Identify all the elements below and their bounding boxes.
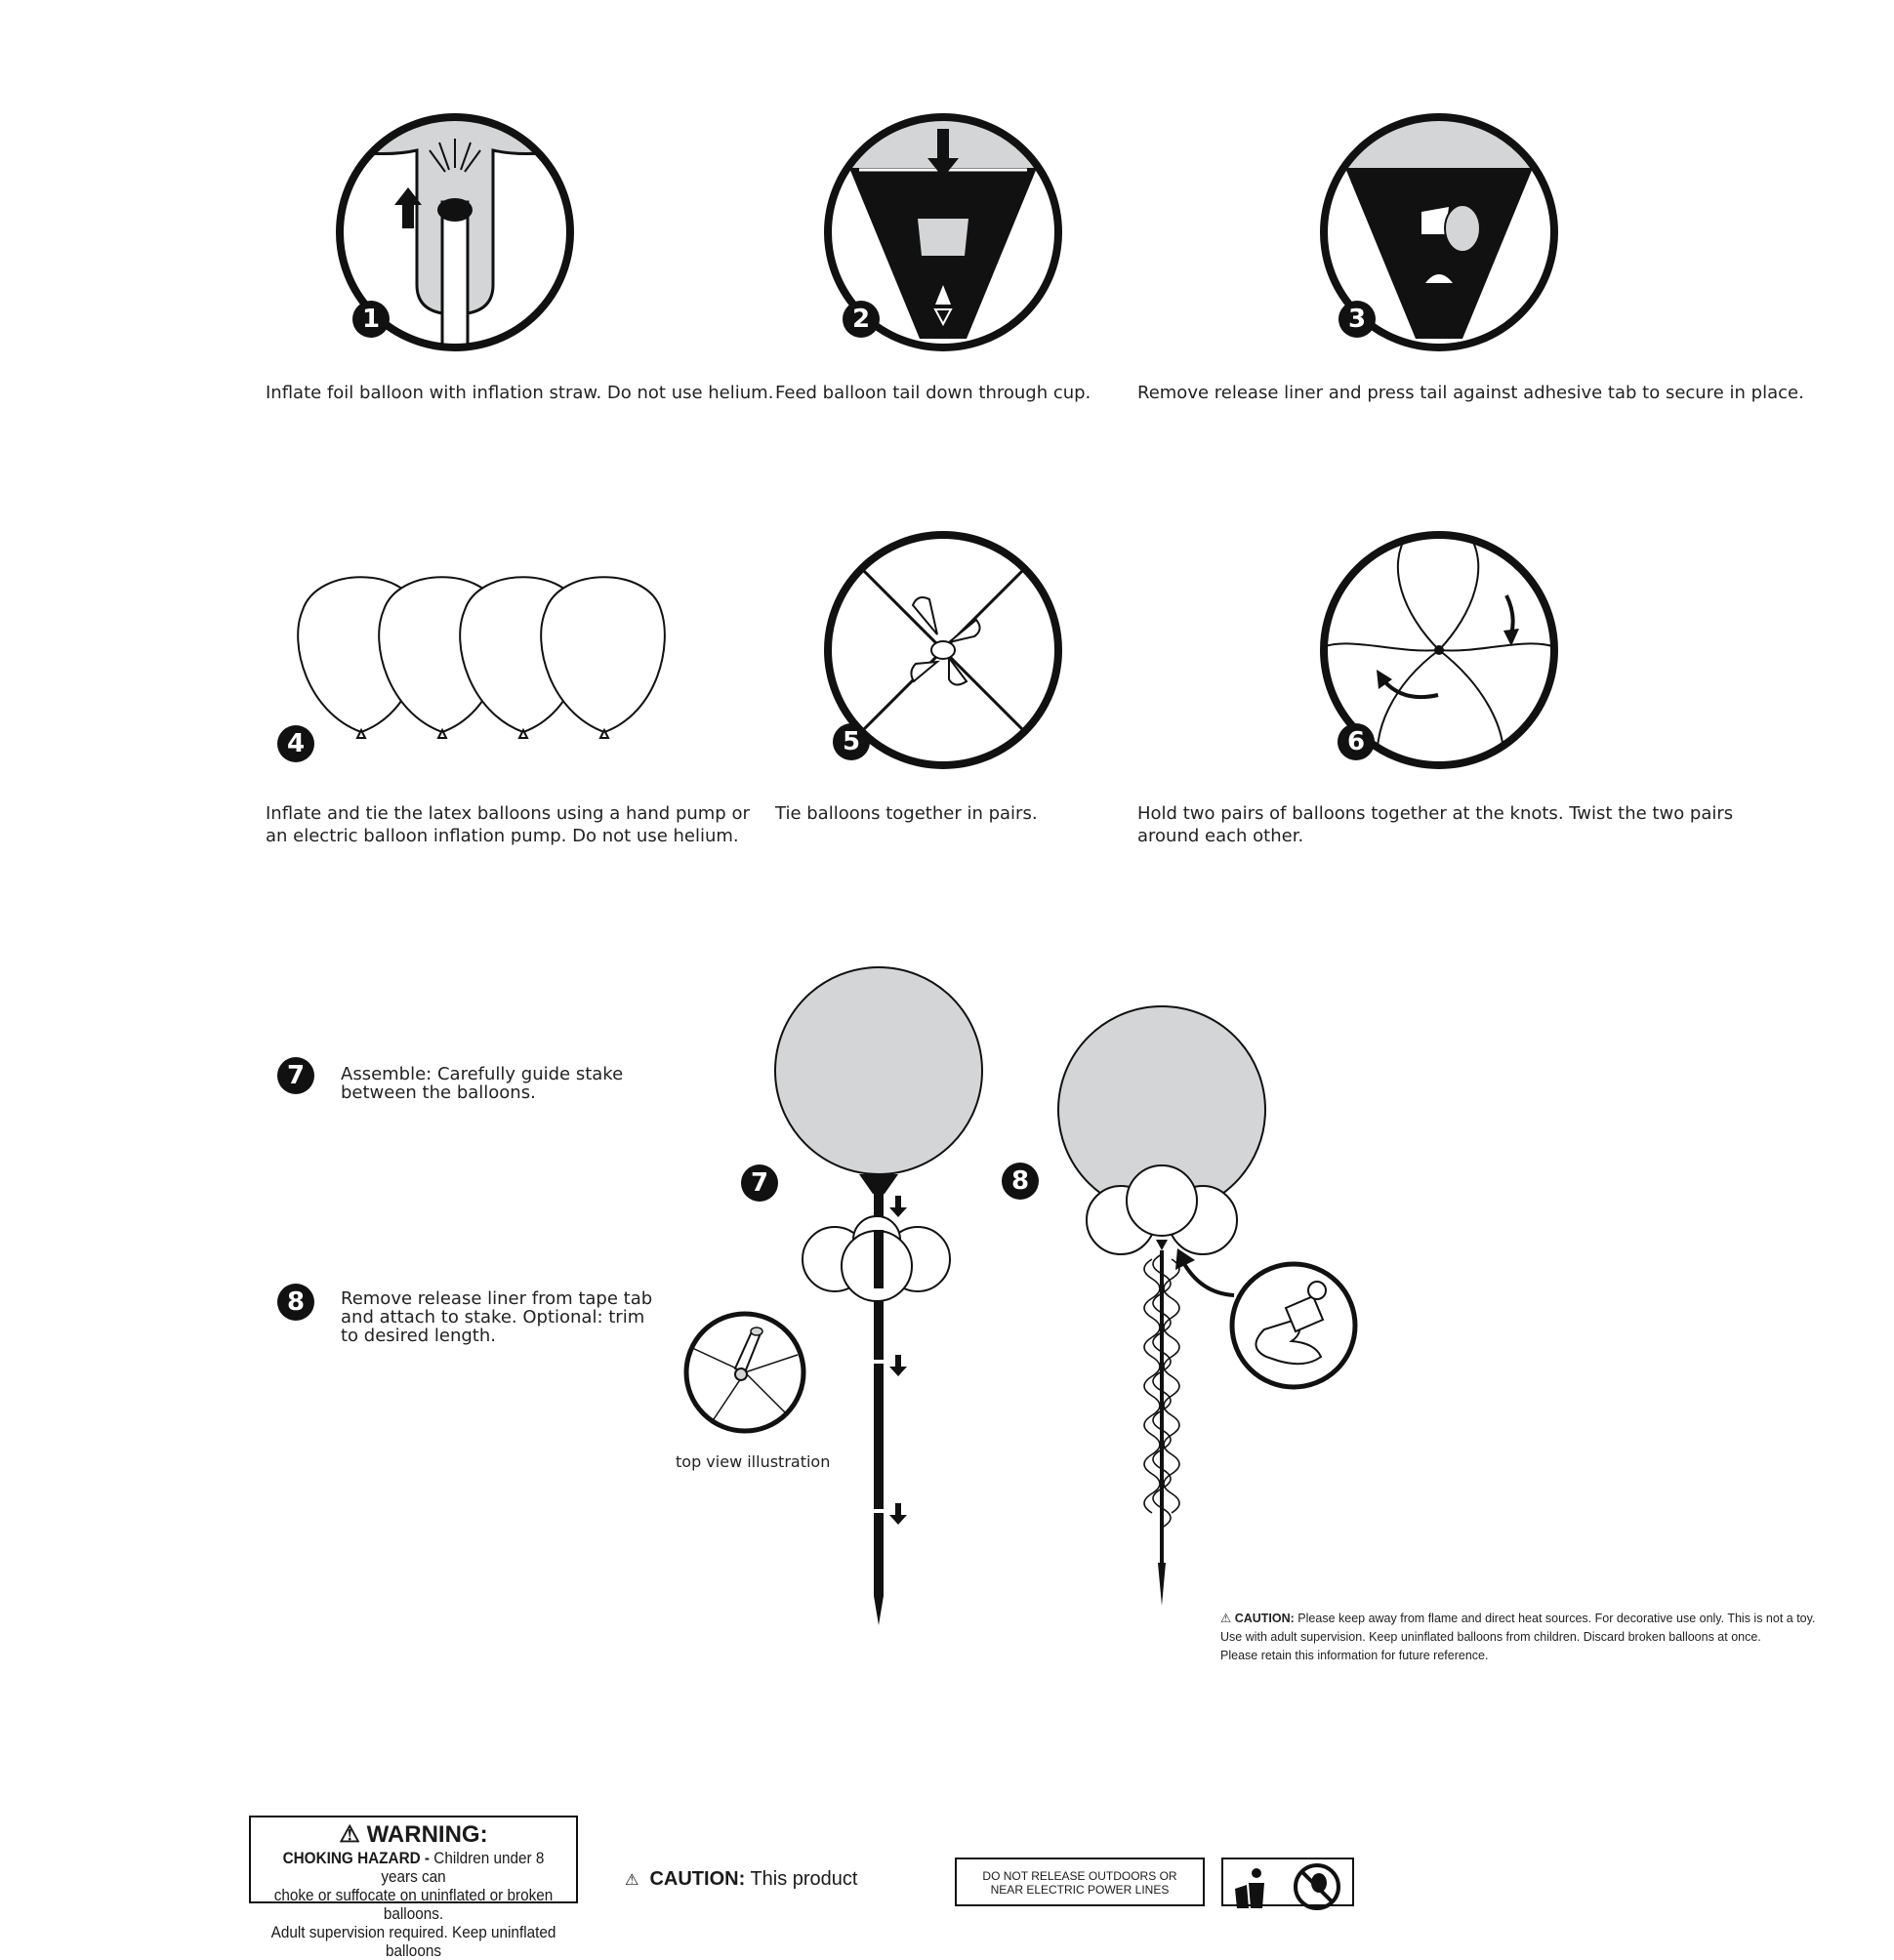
step-4-caption-line2: an electric balloon inflation pump. Do not use helium. (266, 826, 739, 846)
step-4-caption (266, 802, 750, 847)
step-1-badge: 1 (352, 301, 390, 338)
caution-footer (625, 1868, 858, 1891)
caution-notice-line3: Please retain this information for future reference. (1220, 1649, 1489, 1662)
step-3-badge: 3 (1338, 301, 1376, 338)
step-6-caption-line1: Hold two pairs of balloons together at the knots. Twist the two pairs (1137, 803, 1734, 824)
choking-hazard-lead: CHOKING HAZARD - (282, 1849, 431, 1867)
caution-footer-lead: CAUTION: (649, 1868, 746, 1890)
warning-body-line1 (268, 1849, 560, 1886)
warning-body (268, 1849, 560, 1960)
release-line1: DO NOT RELEASE OUTDOORS OR (982, 1869, 1177, 1883)
step-7-line2: between the balloons. (341, 1082, 536, 1103)
step-5-caption: Tie balloons together in pairs. (775, 803, 1038, 824)
warning-line1-text: Children under 8 years can (381, 1849, 545, 1886)
step-7-instructions (341, 1065, 623, 1102)
top-view-label: top view illustration (676, 1452, 831, 1471)
warning-triangle-icon: ⚠ (625, 1872, 639, 1889)
step-7-side-badge: 7 (277, 1057, 314, 1094)
warning-body-line3: Adult supervision required. Keep uninflated balloons (270, 1923, 556, 1960)
step-3-caption: Remove release liner and press tail against adhesive tab to secure in place. (1137, 383, 1804, 403)
caution-line1-text: Please keep away from flame and direct heat sources. For decorative use only. This is not a toy. (1297, 1612, 1816, 1625)
step-2-badge: 2 (843, 301, 880, 338)
caution-lead: CAUTION: (1234, 1612, 1295, 1625)
step-8-side-badge: 8 (277, 1284, 314, 1321)
choking-hazard-warning (249, 1816, 578, 1960)
caution-notice-line1 (1220, 1610, 1815, 1628)
step-8-instructions (341, 1289, 652, 1345)
release-line2: NEAR ELECTRIC POWER LINES (990, 1883, 1170, 1897)
step-1-caption: Inflate foil balloon with inflation straw. Do not use helium. (266, 383, 774, 403)
step-4-illustration (293, 566, 674, 742)
no-balloon-release-icon (1223, 1859, 1356, 1908)
disposal-symbols (1221, 1858, 1354, 1906)
step-8-line1: Remove release liner from tape tab (341, 1288, 653, 1309)
warning-title (251, 1821, 576, 1849)
caution-notice-line2: Use with adult supervision. Keep uninflated balloons from children. Discard broken balloons at once. (1220, 1630, 1761, 1644)
step-4-badge: 4 (277, 725, 314, 762)
step-6-caption-line2: around each other. (1137, 826, 1304, 846)
step-8-diagram-badge: 8 (1002, 1163, 1039, 1200)
step-6-caption (1137, 802, 1733, 847)
do-not-release-notice (955, 1858, 1205, 1906)
warning-triangle-icon: ⚠ (339, 1821, 360, 1848)
step-8-line3: to desired length. (341, 1326, 496, 1346)
warning-triangle-icon: ⚠ (1220, 1612, 1232, 1625)
step-7-line1: Assemble: Carefully guide stake (341, 1064, 624, 1084)
warning-body-line2: choke or suffocate on uninflated or broken balloons. (273, 1886, 554, 1923)
step-2-caption: Feed balloon tail down through cup. (775, 383, 1091, 403)
caution-notice (1220, 1610, 1815, 1665)
step-7-diagram-badge: 7 (741, 1164, 778, 1202)
step-7-assembly-illustration (771, 961, 976, 1615)
step-5-badge: 5 (833, 723, 870, 760)
top-view-illustration (680, 1308, 809, 1437)
step-4-caption-line1: Inflate and tie the latex balloons using a hand pump or (266, 803, 750, 824)
caution-footer-text: This product (750, 1868, 858, 1890)
warning-title-text: WARNING: (366, 1821, 488, 1848)
step-8-line2: and attach to stake. Optional: trim (341, 1307, 645, 1327)
step-6-badge: 6 (1338, 723, 1375, 760)
tape-tab-detail-illustration (1227, 1259, 1360, 1392)
